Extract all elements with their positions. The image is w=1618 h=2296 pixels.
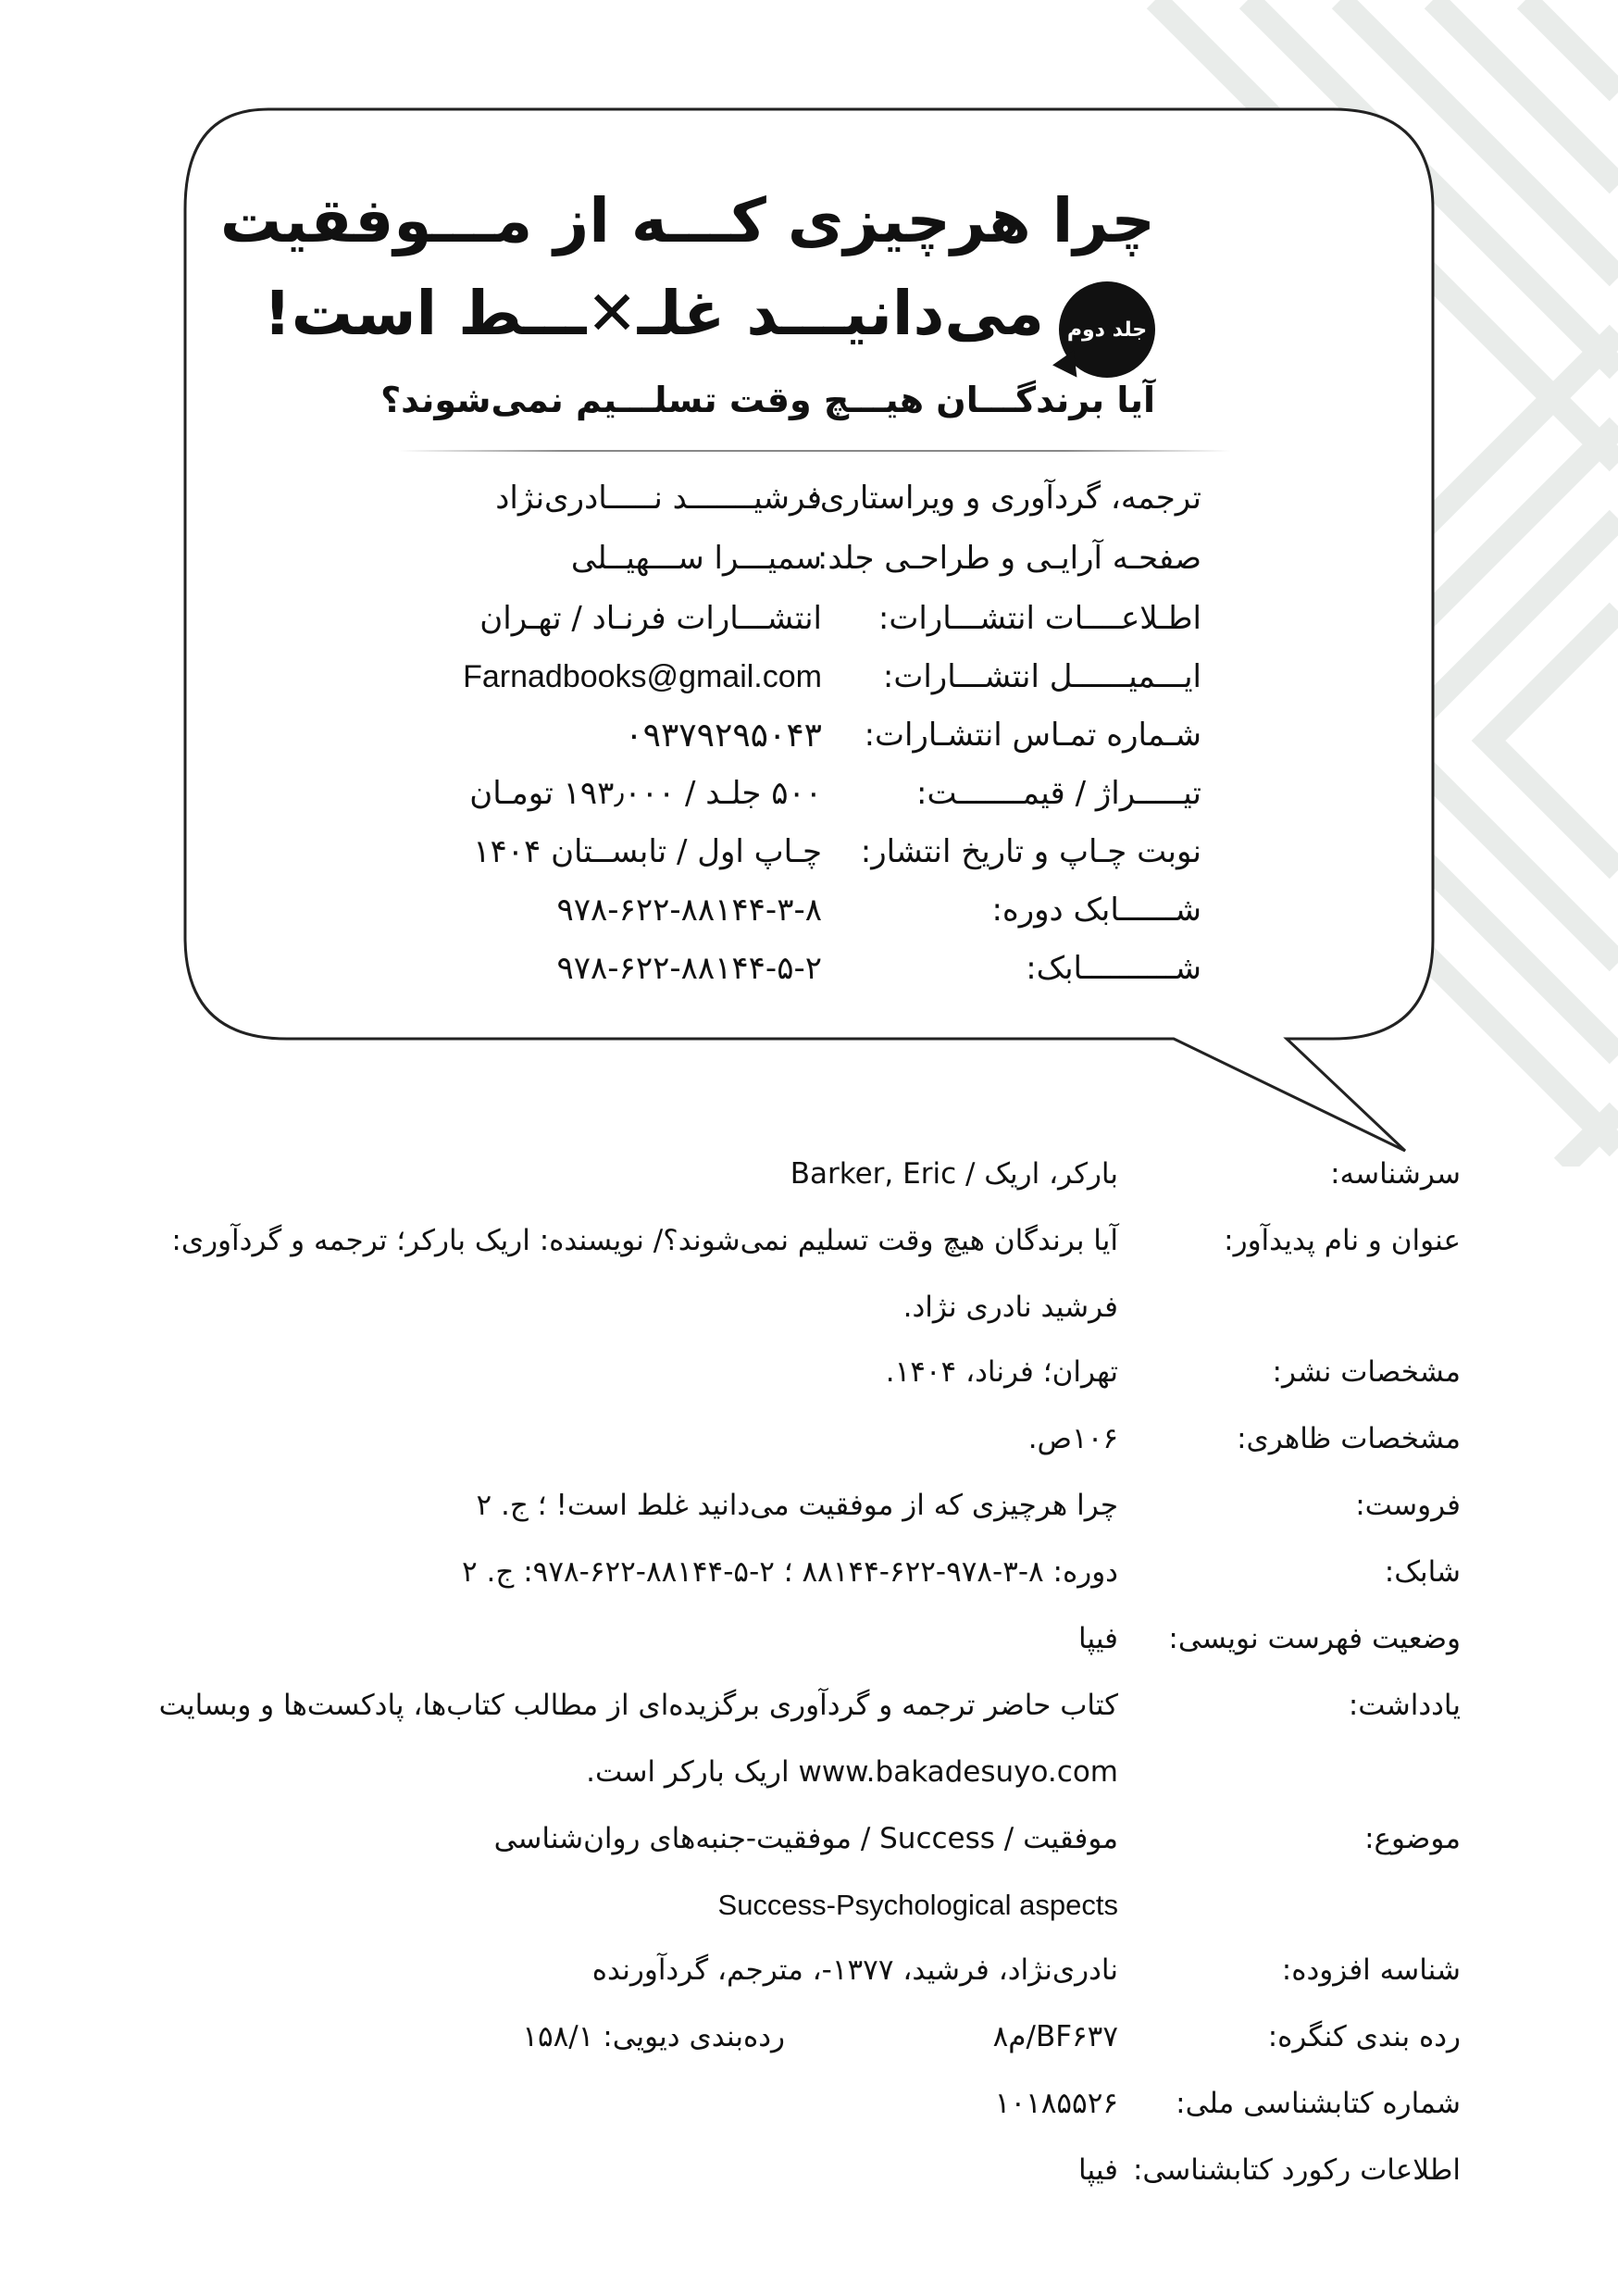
- catalog-label: یادداشت:: [1348, 1689, 1461, 1722]
- info-row-phone: [405, 709, 1201, 761]
- catalog-label: وضعیت فهرست نویسی:: [1168, 1622, 1461, 1655]
- catalog-value: [54, 1937, 1118, 2003]
- book-title-line-2-group: [263, 278, 1155, 380]
- catalog-value: [54, 1539, 1118, 1605]
- info-value: چـاپ اول / تابســتان ۱۴۰۴: [473, 833, 822, 870]
- info-label: نوبت چـاپ و تاریخ انتشار:: [860, 833, 1201, 870]
- catalog-value: [54, 1605, 1118, 1672]
- congress-class: BF۶۳۷/م۸: [992, 2020, 1118, 2053]
- info-row-isbn-set: [405, 884, 1201, 936]
- catalog-value: [54, 1339, 1118, 1405]
- catalog-label: موضوع:: [1364, 1822, 1461, 1855]
- catalog-line: ۱۰۶ص.: [1027, 1422, 1118, 1455]
- catalog-line: آیا برندگان هیچ وقت تسلیم نمی‌شوند؟/ نویسنده: اریک بارکر؛ ترجمه و گردآوری:: [171, 1224, 1118, 1257]
- info-label: شــــــــــابک:: [1026, 950, 1201, 987]
- dewey-class: رده‌بندی دیویی: ۱۵۸/۱: [522, 2020, 785, 2053]
- info-value: ۵۰۰ جلـد / ۱۹۳٫۰۰۰ تومـان: [469, 775, 822, 812]
- book-title-line-1: چرا هرچیزی کـــه از مـــوفقیت: [219, 185, 1155, 256]
- catalog-line: فرشید نادری نژاد.: [902, 1291, 1118, 1324]
- catalog-value: [54, 1405, 1118, 1472]
- info-label: اطـلاعــــات انتشـــارات:: [877, 600, 1201, 637]
- info-label: ایـــمیــــــل انتشـــارات:: [882, 658, 1201, 695]
- catalog-value: [54, 2070, 1118, 2137]
- info-label: ترجمه، گردآوری و ویراستاری:: [809, 480, 1201, 517]
- info-value: ۹۷۸-۶۲۲-۸۸۱۴۴-۳-۸: [556, 892, 822, 929]
- info-value: ۹۷۸-۶۲۲-۸۸۱۴۴-۵-۲: [556, 950, 822, 987]
- catalog-line: Success-Psychological aspects: [717, 1889, 1118, 1921]
- catalog-line: بارکر، اریک / Barker, Eric: [790, 1157, 1118, 1191]
- phone-value: ۰۹۳۷۹۲۹۵۰۴۳: [625, 716, 822, 755]
- catalog-label: فروست:: [1355, 1489, 1461, 1522]
- catalog-line: کتاب حاضر ترجمه و گردآوری برگزیده‌ای از مطالب کتاب‌ها، پادکست‌ها و وبسایت: [158, 1689, 1118, 1722]
- info-row-designer: [405, 532, 1201, 584]
- catalog-value: [54, 1472, 1118, 1539]
- catalog-label: سرشناسه:: [1330, 1157, 1461, 1191]
- book-subtitle: آیا برندگـــان هیـــچ وقت تسلـــیم نمی‌شوند؟: [380, 380, 1155, 420]
- info-row-email: [405, 651, 1201, 703]
- info-label: شــــــابک دوره:: [991, 892, 1201, 929]
- classification-values: [54, 2003, 1118, 2070]
- info-row-edition: [405, 826, 1201, 878]
- catalog-value: [54, 1141, 1118, 1207]
- catalog-label: مشخصات نشر:: [1272, 1355, 1461, 1389]
- catalog-label: شماره کتابشناسی ملی:: [1176, 2087, 1461, 2120]
- catalog-value: [54, 1672, 1118, 1805]
- catalog-label: رده بندی کنگره:: [1267, 2020, 1461, 2053]
- catalog-value: [54, 1207, 1118, 1341]
- catalog-line: www.bakadesuyo.com اریک بارکر است.: [586, 1755, 1118, 1789]
- volume-badge: جلد دوم: [1059, 281, 1155, 378]
- catalog-value: [54, 1805, 1118, 1939]
- info-row-translator: [405, 472, 1201, 524]
- catalog-line: دوره: ۸-۳-۹۷۸-۶۲۲-۸۸۱۴۴ ؛ ۲-۵-۸۸۱۴۴-۶۲۲-۹۷۸: ج. ۲: [461, 1555, 1118, 1589]
- email-value[interactable]: Farnadbooks@gmail.com: [463, 658, 822, 694]
- info-label: صفحـه آرایـی و طراحـی جلد:: [816, 540, 1201, 577]
- catalog-line: نادری‌نژاد، فرشید، ۱۳۷۷-، مترجم، گردآورنده: [591, 1953, 1118, 1987]
- catalog-value: [54, 2137, 1118, 2203]
- catalog-label: شناسه افزوده:: [1281, 1953, 1461, 1987]
- info-row-publisher: [405, 593, 1201, 644]
- catalog-label: مشخصات ظاهری:: [1237, 1422, 1461, 1455]
- info-value: فرشیـــــــد نـــــادری‌نژاد: [495, 480, 822, 517]
- info-row-print-run: [405, 767, 1201, 819]
- catalog-label: شابک:: [1384, 1555, 1461, 1589]
- book-title-line-2: می‌دانیـــد غلـ✕ـــط است!: [263, 278, 1044, 349]
- catalog-label: عنوان و نام پدیدآور:: [1224, 1224, 1461, 1257]
- title-divider: [398, 450, 1231, 452]
- catalog-line: فیپا: [1078, 1622, 1118, 1655]
- catalog-line: فیپا: [1078, 2153, 1118, 2187]
- info-label: شـماره تمـاس انتشـارات:: [864, 717, 1201, 754]
- catalog-line: تهران؛ فرناد، ۱۴۰۴.: [885, 1355, 1118, 1389]
- catalog-label: اطلاعات رکورد کتابشناسی:: [1132, 2153, 1461, 2187]
- info-label: تیـــــراژ / قیمـــــــت:: [916, 775, 1201, 812]
- catalog-line: موفقیت / Success / موفقیت-جنبه‌های روان‌شناسی: [493, 1822, 1118, 1855]
- info-row-isbn: [405, 942, 1201, 994]
- catalog-line: ۱۰۱۸۵۵۲۶: [994, 2087, 1118, 2120]
- info-value: انتشـــارات فرنـاد / تهـران: [479, 600, 822, 637]
- info-value: سمیـــرا ســـهیــلی: [570, 540, 822, 577]
- catalog-line: چرا هرچیزی که از موفقیت می‌دانید غلط است! ؛ ج. ۲: [476, 1489, 1118, 1522]
